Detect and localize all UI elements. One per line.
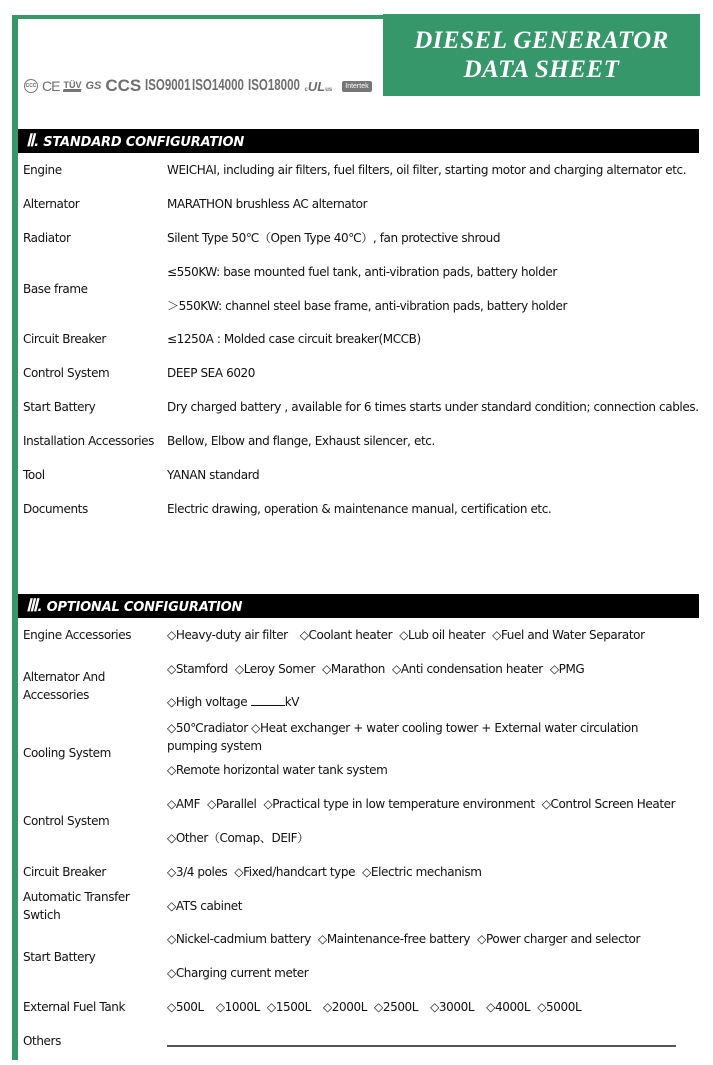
- section-title: . OPTIONAL CONFIGURATION: [37, 600, 243, 615]
- ul-logo: cULus: [304, 78, 333, 94]
- row-value-alternator-options: [167, 660, 591, 678]
- title-line-1: DIESEL GENERATOR: [414, 27, 669, 54]
- row-label-start-battery-optional: Start Battery: [23, 950, 96, 964]
- row-label-alternator-accessories: [23, 668, 105, 704]
- row-value-ats[interactable]: ◇ATS cabinet: [167, 899, 243, 913]
- option-checkbox[interactable]: ◇500L: [167, 1000, 204, 1014]
- tuv-logo: TÜV: [63, 80, 82, 90]
- ccs-logo: CCS: [105, 76, 142, 95]
- label-line: Swtich: [23, 908, 61, 922]
- option-checkbox[interactable]: ◇Marathon: [322, 662, 385, 676]
- row-label-control-system: Control System: [23, 366, 110, 380]
- iso14000-logo: ISO14000: [192, 77, 245, 94]
- option-checkbox[interactable]: ◇Anti condensation heater: [391, 662, 543, 676]
- row-value-cooling-line2[interactable]: ◇Remote horizontal water tank system: [167, 763, 388, 777]
- option-checkbox[interactable]: ◇PMG: [549, 662, 585, 676]
- row-value-documents: Electric drawing, operation & maintenance manual, certification etc.: [167, 502, 552, 516]
- row-label-start-battery: Start Battery: [23, 400, 96, 414]
- option-checkbox[interactable]: ◇Leroy Somer: [234, 662, 316, 676]
- top-accent-bar: [12, 15, 383, 19]
- option-checkbox[interactable]: ◇Fixed/handcart type: [234, 865, 356, 879]
- optional-configuration-header: [18, 594, 699, 618]
- row-value-breaker-options: [167, 863, 488, 881]
- row-label-others: Others: [23, 1034, 61, 1048]
- row-value-tool: YANAN standard: [167, 468, 260, 482]
- row-label-radiator: Radiator: [23, 231, 71, 245]
- unit-label: kV: [284, 695, 300, 709]
- iso18000-logo: ISO18000: [248, 77, 301, 94]
- option-checkbox[interactable]: ◇Power charger and selector: [477, 932, 641, 946]
- ccc-logo: CCC: [24, 79, 38, 93]
- option-checkbox[interactable]: ◇Fuel and Water Separator: [492, 628, 645, 642]
- option-checkbox[interactable]: ◇Heavy-duty air filter: [167, 628, 288, 642]
- row-label-external-fuel-tank: External Fuel Tank: [23, 1000, 126, 1014]
- option-checkbox[interactable]: ◇High voltage: [167, 695, 248, 709]
- row-value-high-voltage: [167, 693, 299, 711]
- row-value-base-frame-1: ≤550KW: base mounted fuel tank, anti-vibration pads, battery holder: [167, 265, 557, 279]
- gs-logo: GS: [85, 80, 102, 92]
- label-line: Accessories: [23, 688, 89, 702]
- option-checkbox[interactable]: ◇Control Screen Heater: [541, 797, 676, 811]
- option-checkbox[interactable]: ◇3000L: [430, 1000, 475, 1014]
- row-label-documents: Documents: [23, 502, 88, 516]
- row-value-engine: WEICHAI, including air filters, fuel filters, oil filter, starting motor and charging alternator etc.: [167, 163, 687, 177]
- row-value-engine-accessories: [167, 626, 652, 644]
- row-value-installation-accessories: Bellow, Elbow and flange, Exhaust silencer, etc.: [167, 434, 435, 448]
- row-label-ats: [23, 888, 129, 924]
- section-numeral: Ⅱ: [26, 131, 35, 150]
- row-label-cooling-system: Cooling System: [23, 746, 111, 760]
- row-value-base-frame-2: ＞550KW: channel steel base frame, anti-vibration pads, battery holder: [167, 299, 568, 313]
- option-checkbox[interactable]: ◇Maintenance-free battery: [318, 932, 471, 946]
- option-checkbox[interactable]: ◇1000L: [215, 1000, 260, 1014]
- label-line: Alternator And: [23, 670, 105, 684]
- row-label-engine: Engine: [23, 163, 62, 177]
- row-label-engine-accessories: Engine Accessories: [23, 628, 132, 642]
- ce-logo: CE: [42, 78, 60, 94]
- high-voltage-blank-field[interactable]: [251, 695, 285, 706]
- row-value-fuel-tank-options: [167, 998, 588, 1016]
- option-checkbox[interactable]: ◇2000L: [322, 1000, 368, 1014]
- option-checkbox[interactable]: ◇Nickel-cadmium battery: [167, 932, 312, 946]
- row-label-tool: Tool: [23, 468, 45, 482]
- row-label-installation-accessories: Installation Accessories: [23, 434, 155, 448]
- option-checkbox[interactable]: ◇5000L: [537, 1000, 582, 1014]
- option-checkbox[interactable]: ◇Stamford: [167, 662, 228, 676]
- option-checkbox[interactable]: ◇4000L: [486, 1000, 531, 1014]
- standard-configuration-header: [18, 129, 699, 153]
- option-checkbox[interactable]: ◇Practical type in low temperature environment: [263, 797, 535, 811]
- label-line: Automatic Transfer: [23, 890, 130, 904]
- row-value-radiator: Silent Type 50℃（Open Type 40℃）, fan protective shroud: [167, 231, 501, 245]
- row-value-control-other[interactable]: ◇Other（Comap、DEIF）: [167, 831, 309, 845]
- iso9001-logo: ISO9001: [145, 77, 191, 94]
- option-checkbox[interactable]: ◇Electric mechanism: [362, 865, 482, 879]
- title-line-2: DATA SHEET: [463, 56, 620, 83]
- datasheet-title-banner: [383, 14, 700, 96]
- row-value-control-system: DEEP SEA 6020: [167, 366, 256, 380]
- row-label-circuit-breaker: Circuit Breaker: [23, 332, 106, 346]
- row-label-circuit-breaker-optional: Circuit Breaker: [23, 865, 106, 879]
- row-value-cooling-line1[interactable]: ◇50℃radiator ◇Heat exchanger + water cooling tower + External water circulation pumping system: [167, 721, 639, 753]
- row-label-alternator: Alternator: [23, 197, 80, 211]
- row-value-start-battery: Dry charged battery , available for 6 times starts under standard condition; connection cables.: [167, 400, 699, 414]
- left-accent-bar: [12, 15, 18, 1060]
- row-label-base-frame: Base frame: [23, 282, 88, 296]
- row-value-charging-meter[interactable]: ◇Charging current meter: [167, 966, 309, 980]
- option-checkbox[interactable]: ◇2500L: [374, 1000, 419, 1014]
- section-title: . STANDARD CONFIGURATION: [34, 135, 245, 150]
- option-checkbox[interactable]: ◇AMF: [167, 797, 201, 811]
- option-checkbox[interactable]: ◇Parallel: [207, 797, 257, 811]
- intertek-logo: Intertek: [342, 81, 371, 92]
- section-numeral: Ⅲ: [26, 596, 38, 615]
- option-checkbox[interactable]: ◇1500L: [266, 1000, 311, 1014]
- row-value-circuit-breaker: ≤1250A : Molded case circuit breaker(MCCB): [167, 332, 421, 346]
- row-value-control-options: [167, 795, 682, 813]
- others-blank-field[interactable]: [167, 1045, 676, 1047]
- row-value-alternator: MARATHON brushless AC alternator: [167, 197, 368, 211]
- option-checkbox[interactable]: ◇Lub oil heater: [399, 628, 486, 642]
- option-checkbox[interactable]: ◇3/4 poles: [167, 865, 228, 879]
- certification-logos: [24, 76, 372, 96]
- row-value-battery-options: [167, 930, 647, 948]
- row-label-control-system-optional: Control System: [23, 814, 110, 828]
- option-checkbox[interactable]: ◇Coolant heater: [299, 628, 393, 642]
